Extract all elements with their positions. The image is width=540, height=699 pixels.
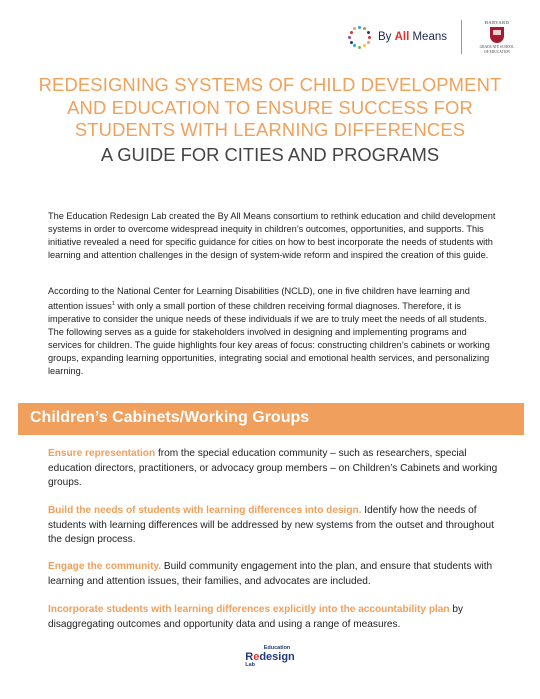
item-lead: Incorporate students with learning differences explicitly into the accountability plan <box>48 604 450 615</box>
logo-divider <box>461 20 462 54</box>
dot-ring-icon <box>347 24 373 50</box>
list-item <box>48 447 510 491</box>
education-redesign-lab-logo <box>245 646 295 668</box>
logo-dot <box>358 26 361 29</box>
item-text: by disaggregating outcomes and opportunity data and using a range of measures. <box>48 604 464 630</box>
bam-bold: All <box>394 31 410 43</box>
logo-dot <box>353 44 356 47</box>
footer <box>0 646 540 668</box>
title-line-1: REDESIGNING SYSTEMS OF CHILD DEVELOPMENT <box>38 74 502 95</box>
page-title <box>0 74 540 167</box>
intro-paragraph-2 <box>48 285 500 378</box>
footnote-ref: 1 <box>111 301 115 307</box>
title-line-2: AND EDUCATION TO ENSURE SUCCESS FOR <box>67 96 473 118</box>
logo-dot <box>358 46 361 49</box>
logo-dot <box>350 41 353 44</box>
item-text: Build community engagement into the plan, and ensure that students with learning and attention issues, their families, and advocates are included. <box>48 561 493 587</box>
logo-dot <box>353 27 356 30</box>
logo-dot <box>367 31 370 34</box>
item-lead: Build the needs of students with learning differences into design. <box>48 505 362 516</box>
item-text: Identify how the needs of students with learning differences will be addressed by new systems from the outset and throughout the design process. <box>48 505 494 545</box>
logo-dot <box>363 44 366 47</box>
logo-dot <box>367 41 370 44</box>
item-text: from the special education community – such as researchers, special education directors, practitioners, or advocacy group members – on Children’s Cabinets and working groups. <box>48 448 498 488</box>
title-line-3: STUDENTS WITH LEARNING DIFFERENCES <box>74 119 466 140</box>
item-lead: Engage the community. <box>48 561 162 572</box>
list-item <box>48 603 510 632</box>
bam-prefix: By <box>377 31 395 43</box>
by-all-means-logo <box>347 24 447 50</box>
list-item <box>48 504 510 548</box>
bam-suffix: Means <box>409 31 447 43</box>
logo-e: e <box>253 650 260 663</box>
harvard-name: HARVARD <box>484 19 510 25</box>
logo-dot <box>348 36 351 39</box>
logo-word-lab: Lab <box>245 661 256 668</box>
page-subtitle: A GUIDE FOR CITIES AND PROGRAMS <box>100 143 440 165</box>
section-heading: Children’s Cabinets/Working Groups <box>30 409 310 426</box>
list-item <box>48 560 510 589</box>
logo-dot <box>363 27 366 30</box>
logo-dot <box>368 36 371 39</box>
harvard-subtitle-1: GRADUATE SCHOOL <box>479 44 515 49</box>
by-all-means-wordmark <box>378 31 447 43</box>
item-lead: Ensure representation <box>48 448 156 459</box>
shield-icon <box>490 27 504 43</box>
intro-paragraph-1: The Education Redesign Lab created the By All Means consortium to rethink education and child development systems in order to overcome widespread inequity in children’s outcomes, opportunities, and supports. This initiative revealed a need for specific guidance for cities on how to best incorporate the needs of students with learning and attention challenges in the design of system-wide reform and inspired the creation of this guide. <box>48 211 496 260</box>
p2-before: According to the National Center for Learning Disabilities (NCLD), one in five children have learning and attention issues <box>48 286 470 312</box>
harvard-subtitle-2: OF EDUCATION <box>483 49 511 54</box>
logo-dot <box>350 31 353 34</box>
header-logos <box>347 14 522 60</box>
logo-design: design <box>259 650 295 663</box>
p2-after: with only a small portion of these children receiving formal diagnoses. Therefore, it is imperative to consider the unique needs of these individuals if we are to truly meet the needs of all students. The following serves as a guide for stakeholders involved in designing and implementing programs and services for children. The guide highlights four key areas of focus: constructing children’s cabinets or working groups, expanding learning opportunities, integrating social and emotional health services, and personalizing learning. <box>48 301 490 377</box>
section-banner <box>18 403 524 435</box>
logo-r: R <box>245 650 254 663</box>
logo-word-redesign <box>245 652 295 663</box>
harvard-gse-logo <box>472 20 522 54</box>
logo-word-education: Education <box>263 645 291 651</box>
